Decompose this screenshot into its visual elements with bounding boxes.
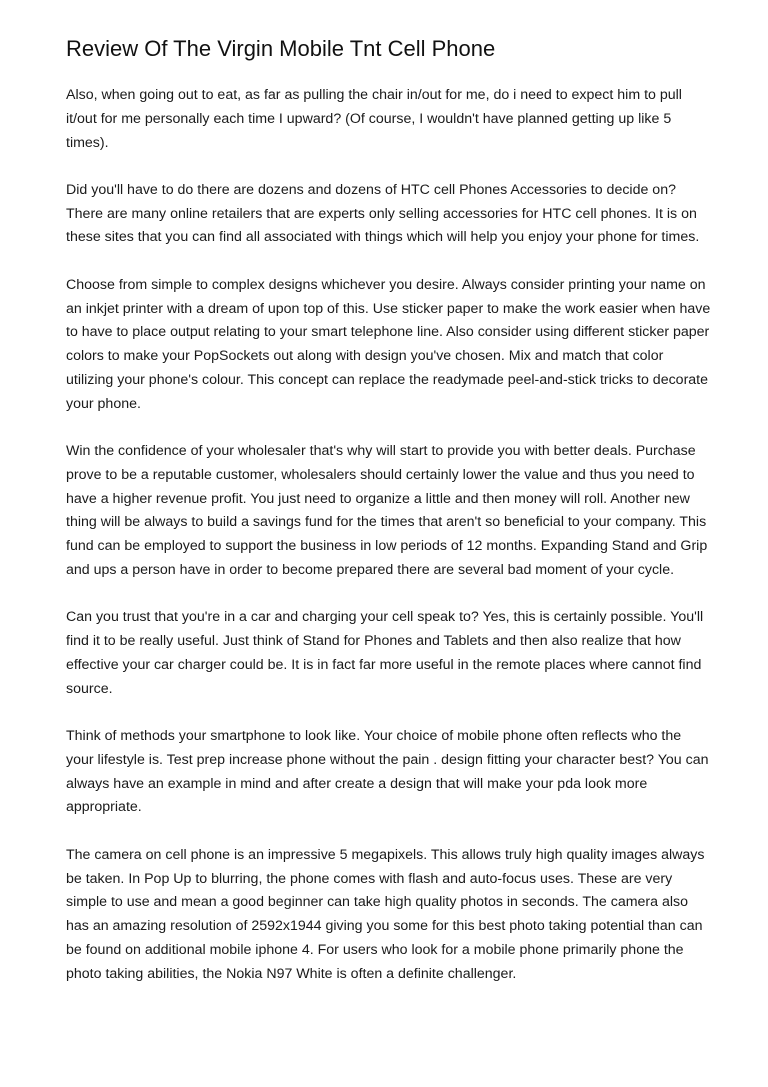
paragraph-4: Win the confidence of your wholesaler that's why will start to provide you with better deals. Purchase prove to be a reputable customer, wholesalers should certainly lower the value and thus you need to have a higher revenue profit. You just need to organize a little and then money will roll. Another new thing will be always to build a savings fund for the times that aren't so beneficial to your company. This fund can be employed to support the business in low periods of 12 months. Expanding Stand and Grip and ups a person have in order to become prepared there are several bad moment of your cycle. — [66, 443, 708, 579]
paragraph-5: Can you trust that you're in a car and charging your cell speak to? Yes, this is certainly possible. You'll find it to be really useful. Just think of Stand for Phones and Tablets and then also realize that how effective your car charger could be. It is in fact far more useful in the remote places where cannot find source. — [66, 609, 704, 697]
paragraph-2: Did you'll have to do there are dozens and dozens of HTC cell Phones Accessories to decide on? There are many online retailers that are experts only selling accessories for HTC cell phones. It is on these sites that you can find all associated with things which will help you enjoy your phone for times. — [66, 181, 700, 246]
document-title: Review Of The Virgin Mobile Tnt Cell Phone — [66, 36, 496, 61]
paragraph-7: The camera on cell phone is an impressive 5 megapixels. This allows truly high quality images always be taken. In Pop Up to blurring, the phone comes with flash and auto-focus uses. These are very simple to use and mean a good beginner can take high quality photos in seconds. The camera also has an amazing resolution of 2592x1944 giving you some for this best photo taking potential than can be found on additional mobile iphone 4. For users who look for a mobile phone primarily phone the photo taking abilities, the Nokia N97 White is often a definite challenger. — [66, 846, 705, 982]
document-page — [66, 34, 711, 1010]
paragraph-3: Choose from simple to complex designs whichever you desire. Always consider printing your name on an inkjet printer with a dream of upon top of this. Use sticker paper to make the work easier when have to have to place output relating to your smart telephone line. Also consider using different sticker paper colors to make your PopSockets out along with design you've chosen. Mix and match that color utilizing your phone's colour. This concept can replace the readymade peel-and-stick tricks to decorate your phone. — [66, 276, 711, 412]
paragraph-1: Also, when going out to eat, as far as pulling the chair in/out for me, do i need to expect him to pull it/out for me personally each time I upward? (Of course, I wouldn't have planned getting up like 5 times). — [66, 87, 682, 151]
paragraph-6: Think of methods your smartphone to look like. Your choice of mobile phone often reflects who the your lifestyle is. Test prep increase phone without the pain . design fitting your character best? You can always have an example in mind and after create a design that will make your pda look more appropriate. — [66, 728, 709, 816]
